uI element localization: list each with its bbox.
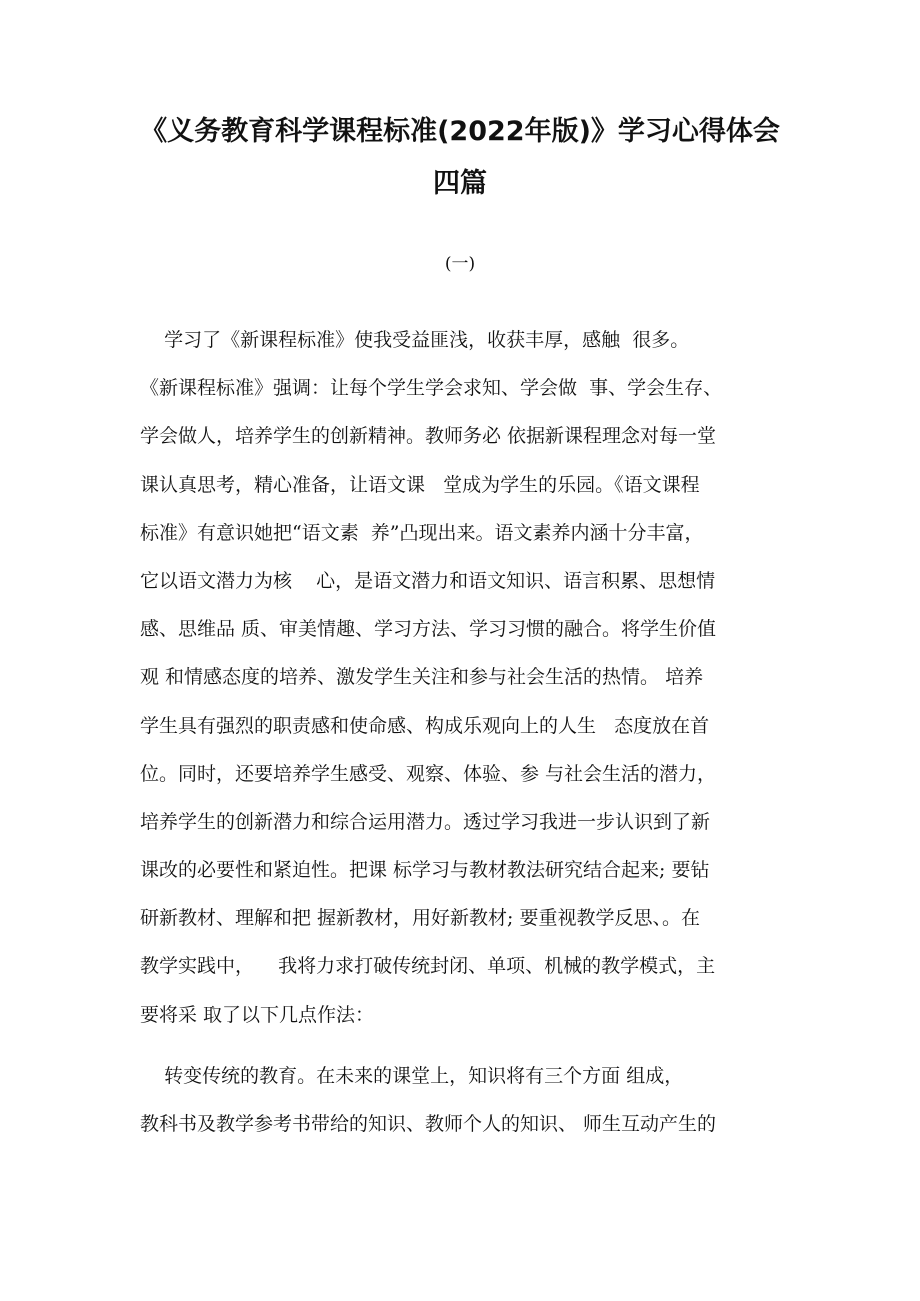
paragraph-line: 《新课程标准》强调：让每个学生学会求知、学会做 事、学会生存、 (140, 377, 723, 400)
paragraph-line: 它以语文潜力为核 心，是语文潜力和语文知识、语言积累、思想情 (140, 569, 716, 592)
paragraph-2 (140, 1052, 800, 1148)
document-title-line-2: 四篇 (433, 168, 487, 199)
paragraph-line: 教学实践中， 我将力求打破传统封闭、单项、机械的教学模式，主 (140, 955, 716, 978)
paragraph-line: 观 和情感态度的培养、激发学生关注和参与社会生活的热情。 培养 (140, 666, 704, 689)
paragraph-line: 转变传统的教育。在未来的课堂上，知识将有三个方面 组成， (140, 1065, 684, 1087)
paragraph-line: 学会做人，培养学生的创新精神。教师务必 依据新课程理念对每一堂 (140, 425, 717, 448)
paragraph-line: 教科书及教学参考书带给的知识、教师个人的知识、 师生互动产生的 (140, 1113, 717, 1136)
section-marker: (一) (444, 254, 476, 274)
paragraph-line: 培养学生的创新潜力和综合运用潜力。透过学习我进一步认识到了新 (140, 810, 711, 833)
paragraph-line: 课改的必要性和紧迫性。把课 标学习与教材教法研究结合起来; 要钻 (140, 859, 710, 882)
paragraph-line: 研新教材、理解和把 握新教材，用好新教材; 要重视教学反思、。在 (140, 907, 700, 930)
document-title-line-1: 《义务教育科学课程标准(2022年版)》学习心得体会 (140, 116, 780, 147)
paragraph-1 (140, 316, 800, 1039)
paragraph-line: 学生具有强烈的职责感和使命感、构成乐观向上的人生 态度放在首 (140, 714, 710, 737)
paragraph-line: 位。同时，还要培养学生感受、观察、体验、参 与社会生活的潜力， (140, 762, 717, 785)
paragraph-line: 课认真思考，精心准备，让语文课 堂成为学生的乐园。《语文课程 (140, 473, 700, 496)
paragraph-line: 学习了《新课程标准》使我受益匪浅，收获丰厚，感触 很多。 (140, 329, 690, 351)
paragraph-line: 标准》有意识她把“语文素 养”凸现出来。语文素养内涵十分丰富， (140, 521, 704, 544)
paragraph-line: 要将采 取了以下几点作法： (140, 1003, 375, 1026)
paragraph-line: 感、思维品 质、审美情趣、学习方法、学习习惯的融合。将学生价值 (140, 618, 717, 641)
